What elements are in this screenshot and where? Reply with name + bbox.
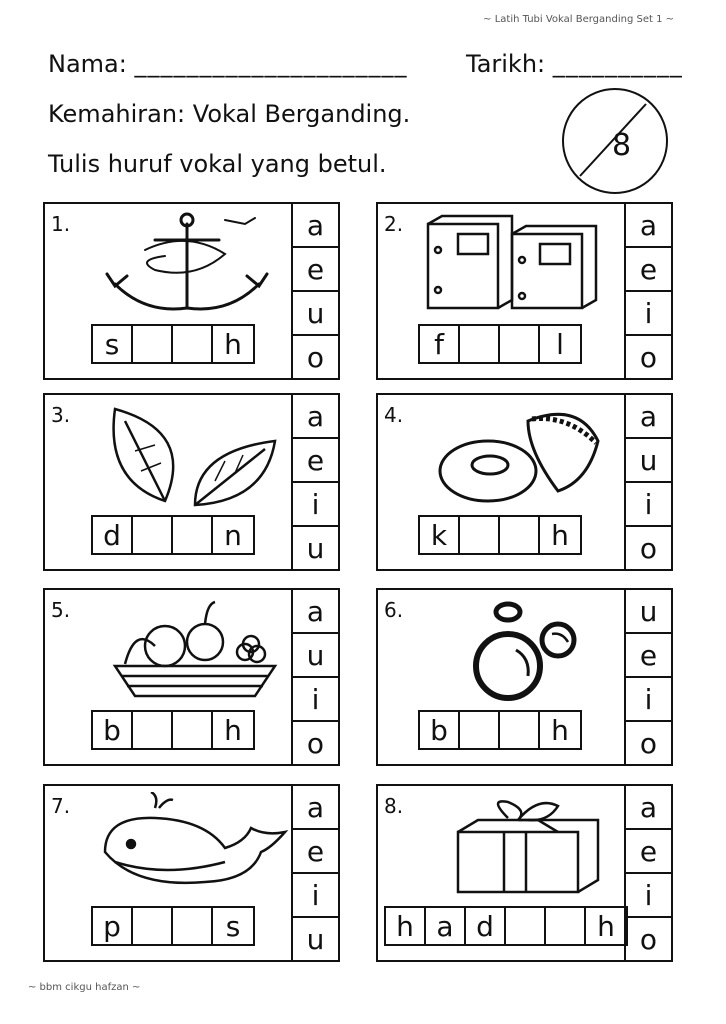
letter-box: b xyxy=(420,712,460,748)
vowel-option[interactable]: a xyxy=(293,590,338,634)
question-number: 6. xyxy=(384,598,404,622)
bubbles-icon xyxy=(408,596,633,702)
vowel-option[interactable]: u xyxy=(306,531,325,565)
question-number: 7. xyxy=(51,794,71,818)
letter-box-blank[interactable] xyxy=(506,908,546,944)
name-line xyxy=(48,50,407,78)
letter-box: s xyxy=(93,326,133,362)
question-number: 2. xyxy=(384,212,404,236)
vowel-option[interactable]: i xyxy=(626,483,671,527)
vowel-option[interactable]: a xyxy=(293,204,338,248)
letter-box: s xyxy=(225,909,241,943)
vowel-column xyxy=(291,590,338,764)
letter-box-blank[interactable] xyxy=(546,908,586,944)
vowel-option[interactable]: a xyxy=(626,204,671,248)
letter-box: n xyxy=(224,518,242,552)
vowel-option[interactable]: o xyxy=(306,726,325,760)
letter-boxes xyxy=(91,710,255,750)
vowel-option[interactable]: i xyxy=(293,483,338,527)
letter-box-blank[interactable] xyxy=(460,326,500,362)
letter-box-blank[interactable] xyxy=(173,326,213,362)
vowel-column xyxy=(624,395,671,569)
letter-box-blank[interactable] xyxy=(173,517,213,553)
letter-box: a xyxy=(426,908,466,944)
vowel-option[interactable]: o xyxy=(639,531,658,565)
question-card-1 xyxy=(43,202,340,380)
letter-box: l xyxy=(556,327,564,361)
vowel-option[interactable]: u xyxy=(626,590,671,634)
letter-box-blank[interactable] xyxy=(133,326,173,362)
letter-box-blank[interactable] xyxy=(173,908,213,944)
vowel-option[interactable]: o xyxy=(639,922,658,956)
vowel-column xyxy=(291,786,338,960)
vowel-option[interactable]: o xyxy=(639,726,658,760)
letter-box: h xyxy=(551,713,569,747)
name-blank[interactable]: _____________________ xyxy=(134,50,408,78)
letter-boxes xyxy=(384,906,628,946)
letter-box-blank[interactable] xyxy=(133,517,173,553)
vowel-option[interactable]: o xyxy=(639,340,658,374)
letter-box-blank[interactable] xyxy=(133,908,173,944)
instruction: Tulis huruf vokal yang betul. xyxy=(48,150,387,178)
letter-box: h xyxy=(224,713,242,747)
letter-box: h xyxy=(597,909,615,943)
question-number: 4. xyxy=(384,403,404,427)
vowel-option[interactable]: e xyxy=(626,830,671,874)
question-card-4 xyxy=(376,393,673,571)
letter-box: h xyxy=(551,518,569,552)
vowel-column xyxy=(624,590,671,764)
question-card-8 xyxy=(376,784,673,962)
letter-boxes xyxy=(91,906,255,946)
vowel-column xyxy=(624,786,671,960)
footer-note: ~ bbm cikgu hafzan ~ xyxy=(28,982,141,993)
date-label: Tarikh: xyxy=(466,50,546,78)
question-card-7 xyxy=(43,784,340,962)
vowel-option[interactable]: i xyxy=(626,678,671,722)
vowel-column xyxy=(624,204,671,378)
letter-box: h xyxy=(224,327,242,361)
letter-box-blank[interactable] xyxy=(173,712,213,748)
vowel-option[interactable]: u xyxy=(306,922,325,956)
question-number: 3. xyxy=(51,403,71,427)
vowel-option[interactable]: e xyxy=(626,634,671,678)
vowel-column xyxy=(291,204,338,378)
vowel-option[interactable]: o xyxy=(306,340,325,374)
letter-boxes xyxy=(418,710,582,750)
letter-box-blank[interactable] xyxy=(460,517,500,553)
vowel-column xyxy=(291,395,338,569)
question-card-3 xyxy=(43,393,340,571)
folders-icon xyxy=(408,210,633,316)
letter-box-blank[interactable] xyxy=(500,712,540,748)
vowel-option[interactable]: i xyxy=(293,874,338,918)
letter-box-blank[interactable] xyxy=(133,712,173,748)
question-card-6 xyxy=(376,588,673,766)
question-card-2 xyxy=(376,202,673,380)
question-number: 1. xyxy=(51,212,71,236)
vowel-option[interactable]: a xyxy=(293,395,338,439)
vowel-option[interactable]: e xyxy=(293,439,338,483)
cakes-icon xyxy=(408,401,633,507)
letter-boxes xyxy=(418,324,582,364)
score-total: 8 xyxy=(612,128,632,163)
letter-box-blank[interactable] xyxy=(500,326,540,362)
whale-icon xyxy=(75,792,300,898)
date-blank[interactable]: __________ xyxy=(552,50,683,78)
header-note: ~ Latih Tubi Vokal Berganding Set 1 ~ xyxy=(483,14,674,25)
date-line xyxy=(466,50,683,78)
vowel-option[interactable]: u xyxy=(626,439,671,483)
vowel-option[interactable]: e xyxy=(626,248,671,292)
question-card-5 xyxy=(43,588,340,766)
skill-heading: Kemahiran: Vokal Berganding. xyxy=(48,100,411,128)
vowel-option[interactable]: i xyxy=(626,874,671,918)
vowel-option[interactable]: e xyxy=(293,248,338,292)
letter-box: b xyxy=(93,712,133,748)
vowel-option[interactable]: a xyxy=(626,395,671,439)
vowel-option[interactable]: e xyxy=(293,830,338,874)
gift-box-icon xyxy=(408,792,633,898)
vowel-option[interactable]: a xyxy=(626,786,671,830)
letter-box: k xyxy=(420,517,460,553)
vowel-option[interactable]: a xyxy=(293,786,338,830)
question-number: 5. xyxy=(51,598,71,622)
vowel-option[interactable]: u xyxy=(293,634,338,678)
letter-box: p xyxy=(93,908,133,944)
name-label: Nama: xyxy=(48,50,127,78)
fruit-basket-icon xyxy=(75,596,300,702)
letter-box-blank[interactable] xyxy=(460,712,500,748)
letter-box: d xyxy=(93,517,133,553)
letter-box: h xyxy=(386,908,426,944)
letter-boxes xyxy=(91,515,255,555)
letter-boxes xyxy=(418,515,582,555)
vowel-option[interactable]: i xyxy=(293,678,338,722)
question-number: 8. xyxy=(384,794,404,818)
leaves-icon xyxy=(75,401,300,507)
anchor-icon xyxy=(75,210,300,316)
vowel-option[interactable]: u xyxy=(293,292,338,336)
score-circle[interactable] xyxy=(562,88,668,194)
letter-box: d xyxy=(466,908,506,944)
letter-box-blank[interactable] xyxy=(500,517,540,553)
vowel-option[interactable]: i xyxy=(626,292,671,336)
letter-box: f xyxy=(420,326,460,362)
letter-boxes xyxy=(91,324,255,364)
